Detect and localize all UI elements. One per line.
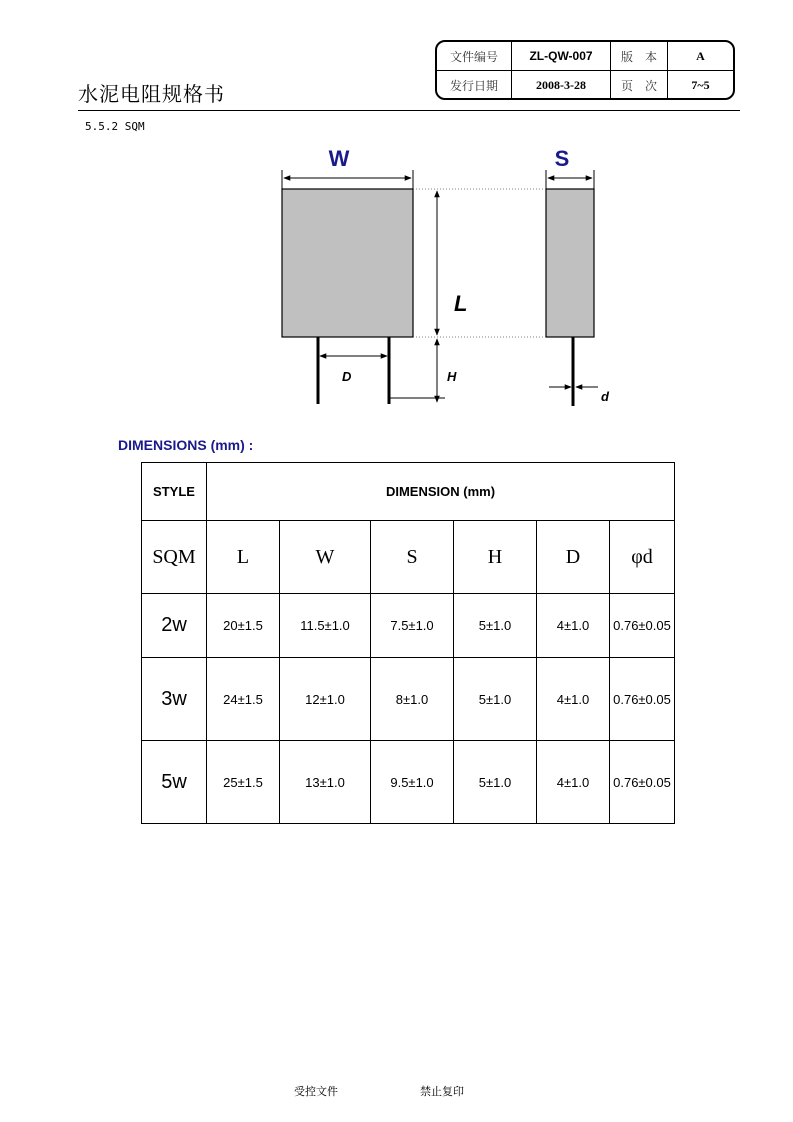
- footer-no-copy: 禁止复印: [420, 1085, 464, 1098]
- dimensions-table: [141, 462, 675, 824]
- section-label: 5.5.2 SQM: [85, 120, 145, 133]
- table-cell: 5±1.0: [454, 658, 537, 741]
- doc-number-value: ZL-QW-007: [512, 42, 611, 71]
- table-cell: 5±1.0: [454, 741, 537, 824]
- table-row: [142, 658, 675, 741]
- page-label: 页 次: [611, 71, 668, 100]
- resistor-front-body: [282, 189, 413, 337]
- doc-number-label: 文件编号: [437, 42, 512, 71]
- table-cell: 8±1.0: [371, 658, 454, 741]
- table-cell: 0.76±0.05: [610, 741, 675, 824]
- label-w: W: [328, 146, 350, 171]
- label-d-upper: D: [342, 369, 352, 384]
- table-cell: 25±1.5: [207, 741, 280, 824]
- style-header: STYLE: [142, 463, 207, 521]
- table-row: [142, 741, 675, 824]
- footer-controlled-document: 受控文件: [294, 1085, 338, 1098]
- table-cell: 9.5±1.0: [371, 741, 454, 824]
- document-title: 水泥电阻规格书: [78, 82, 225, 106]
- label-s: S: [554, 146, 570, 171]
- table-cell: 4±1.0: [537, 658, 610, 741]
- table-cell: 4±1.0: [537, 741, 610, 824]
- column-header: SQM: [142, 521, 207, 594]
- row-style: 2w: [142, 594, 207, 658]
- table-cell: 11.5±1.0: [280, 594, 371, 658]
- column-header: φd: [610, 521, 675, 594]
- version-label: 版 本: [611, 42, 668, 71]
- dimensions-heading: DIMENSIONS (mm) :: [118, 437, 254, 453]
- dimension-header: DIMENSION (mm): [207, 463, 675, 521]
- table-row: [142, 594, 675, 658]
- resistor-side-body: [546, 189, 594, 337]
- column-header: D: [537, 521, 610, 594]
- table-cell: 24±1.5: [207, 658, 280, 741]
- table-cell: 13±1.0: [280, 741, 371, 824]
- label-d-lower: d: [601, 389, 609, 404]
- column-header: L: [207, 521, 280, 594]
- label-l: L: [454, 291, 468, 316]
- page-value: 7~5: [668, 71, 734, 100]
- issue-date-label: 发行日期: [437, 71, 512, 100]
- row-style: 5w: [142, 741, 207, 824]
- table-cell: 4±1.0: [537, 594, 610, 658]
- table-cell: 12±1.0: [280, 658, 371, 741]
- version-value: A: [668, 42, 734, 71]
- table-cell: 0.76±0.05: [610, 594, 675, 658]
- column-header: S: [371, 521, 454, 594]
- column-header: H: [454, 521, 537, 594]
- table-cell: 7.5±1.0: [371, 594, 454, 658]
- table-cell: 5±1.0: [454, 594, 537, 658]
- issue-date-value: 2008-3-28: [512, 71, 611, 100]
- row-style: 3w: [142, 658, 207, 741]
- resistor-dimension-diagram: [0, 0, 793, 430]
- label-h: H: [447, 369, 457, 384]
- table-cell: 0.76±0.05: [610, 658, 675, 741]
- column-header: W: [280, 521, 371, 594]
- table-cell: 20±1.5: [207, 594, 280, 658]
